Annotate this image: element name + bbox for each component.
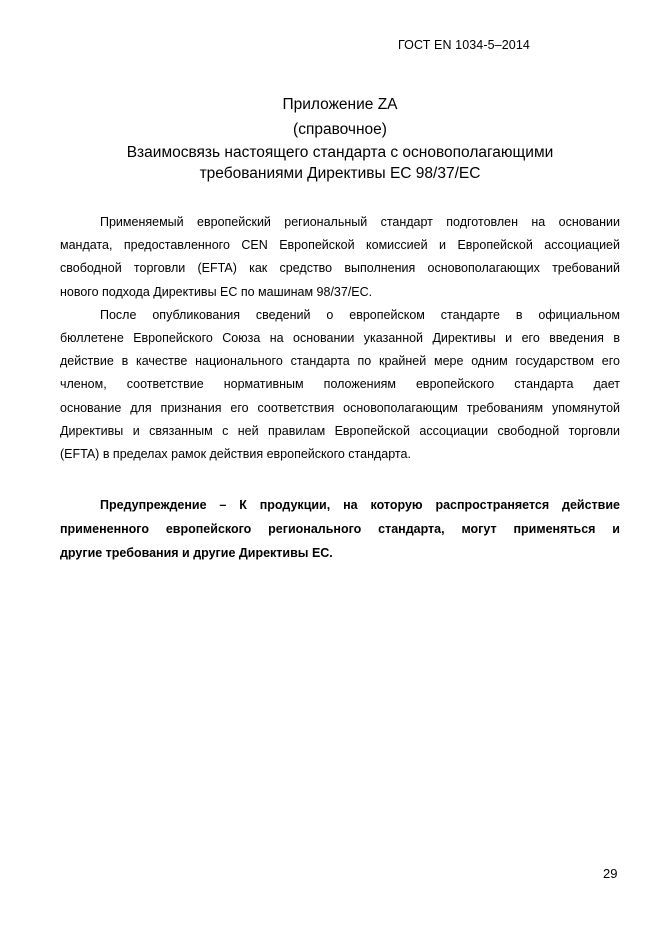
paragraph-2 — [60, 304, 620, 466]
paragraph-line: членом, соответствие нормативным положениям европейского стандарта дает — [60, 377, 620, 392]
paragraph-line: (EFTA) в пределах рамок действия европейского стандарта. — [60, 446, 411, 461]
warning-line: примененного европейского регионального стандарта, могут применяться и — [60, 522, 620, 536]
page-number: 29 — [603, 866, 618, 881]
paragraph-line: бюллетене Европейского Союза на основании указанной Директивы и его введения в — [60, 330, 620, 345]
warning-note — [60, 493, 620, 565]
annex-title-line-2: требованиями Директивы ЕС 98/37/ЕС — [199, 165, 481, 182]
paragraph-line: Директивы и связанным с ней правилам Европейской ассоциации свободной торговли — [60, 423, 620, 438]
warning-line: другие требования и другие Директивы ЕС. — [60, 546, 333, 560]
paragraph-line: свободной торговли (EFTA) как средство выполнения основополагающих требований — [60, 261, 620, 276]
annex-status: (справочное) — [293, 121, 387, 138]
paragraph-line: мандата, предоставленного CEN Европейской комиссией и Европейской ассоциацией — [60, 238, 620, 253]
annex-label: Приложение ZA — [282, 96, 398, 113]
paragraph-1 — [60, 211, 620, 304]
standard-code: ГОСТ EN 1034-5–2014 — [398, 38, 530, 52]
paragraph-line: основание для признания его соответствия основополагающим требованиям упомянутой — [60, 400, 620, 415]
annex-heading — [60, 92, 620, 184]
paragraph-line: действие в качестве национального стандарта по крайней мере одним государством его — [60, 354, 620, 369]
warning-line: Предупреждение – К продукции, на которую распространяется действие — [100, 498, 620, 512]
annex-body — [60, 211, 620, 466]
annex-title-line-1: Взаимосвязь настоящего стандарта с основополагающими — [126, 144, 554, 161]
paragraph-line: Применяемый европейский региональный стандарт подготовлен на основании — [100, 215, 620, 229]
paragraph-line: После опубликования сведений о европейском стандарте в официальном — [100, 307, 620, 322]
paragraph-line: нового подхода Директивы ЕС по машинам 98/37/ЕС. — [60, 284, 373, 299]
